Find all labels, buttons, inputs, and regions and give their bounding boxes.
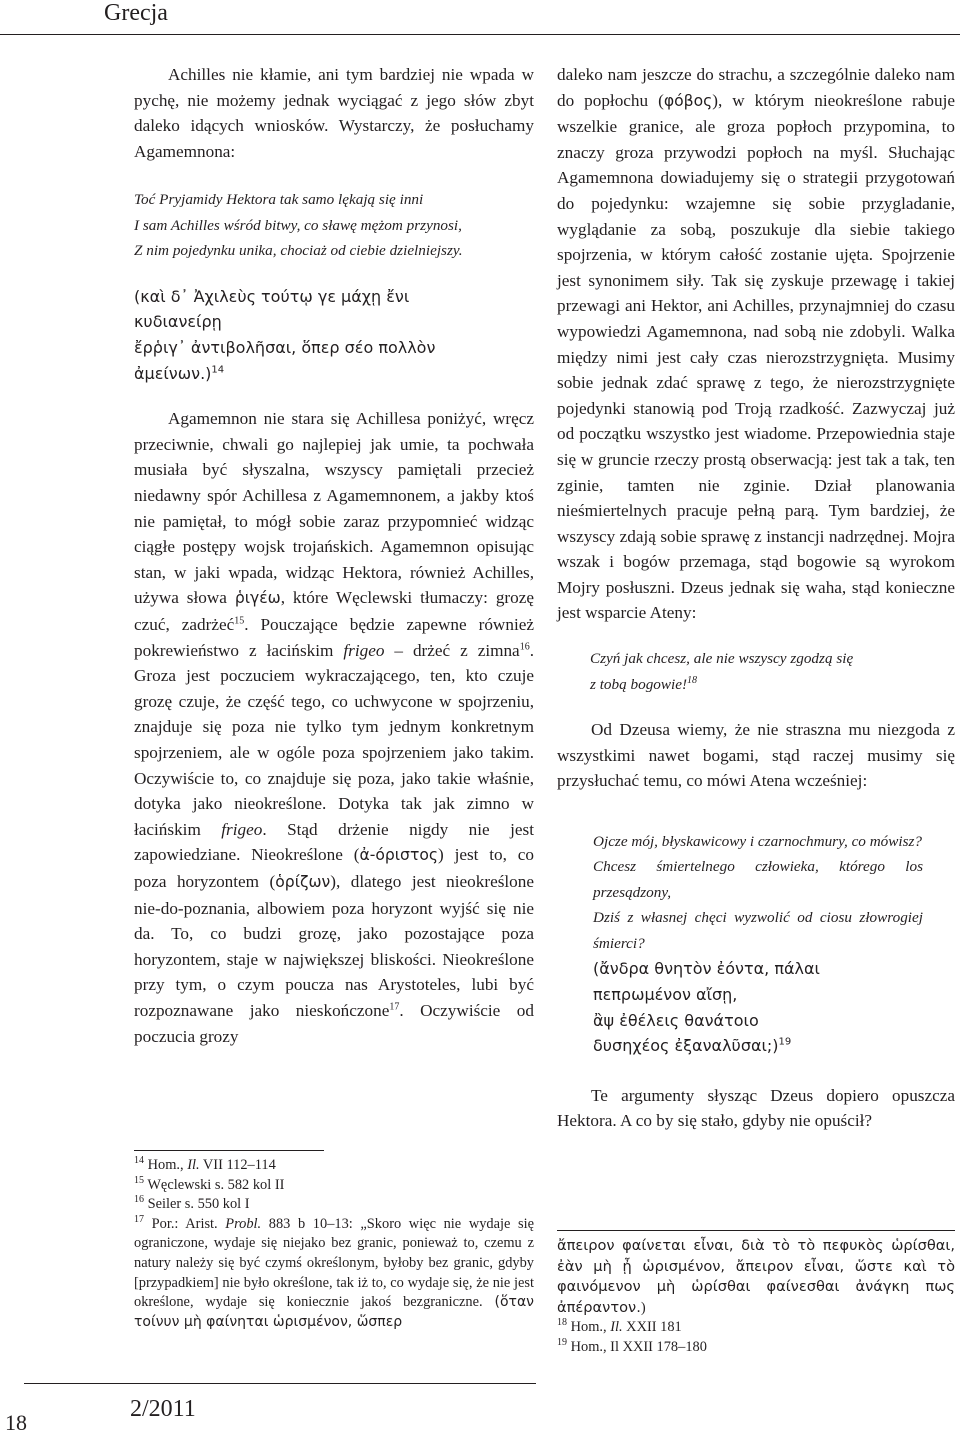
greek-word-phobos: φόβος — [663, 91, 713, 110]
footnote-16: $^{16}$ Seiler s. 550 kol I — [134, 1194, 250, 1213]
right-footnotes — [557, 1236, 955, 1358]
latin-word: frigeo — [221, 819, 263, 839]
athena-quote-polish-2 — [557, 829, 923, 957]
greek-line: δυσηχέος ἐξαναλῦσαι;)$^{19}$ — [593, 1036, 792, 1056]
right-column — [557, 62, 955, 1134]
verse-line: Z nim pojedynku unika, chociaż od ciebie dzielniejszy. — [134, 242, 463, 260]
left-footnotes — [134, 1156, 534, 1332]
footnote-14: $^{14}$ Hom., Il. VII 112–114 — [134, 1155, 276, 1173]
verse-line: z tobą bogowie!$^{18}$ — [590, 674, 698, 693]
greek-word-aoristos: ἀ-όριστος — [359, 846, 439, 865]
iliad-quote-greek — [134, 284, 494, 386]
paragraph-dzeus: Od Dzeusa wiemy, że nie straszna mu niezgoda z wszystkimi nawet bogami, stąd raczej musimy się przysłuchać temu, co mówi Atena wcześniej: — [557, 720, 955, 791]
greek-line: πεπρωμένον αἴσῃ, — [593, 984, 738, 1004]
footnote-rule — [134, 1150, 324, 1151]
paragraph-closing: Te argumenty słysząc Dzeus dopiero opuszcza Hektora. A co by się stało, gdyby nie opuścił? — [557, 1085, 955, 1131]
footnote-ref: 19 — [778, 1036, 792, 1048]
athena-quote-greek — [557, 956, 955, 1058]
greek-word-horizon: ὁρίζων — [275, 872, 331, 891]
footnote-ref: 17 — [389, 1001, 400, 1013]
iliad-quote-polish — [134, 187, 534, 264]
verse-line: Ojcze mój, błyskawicowy i czarnochmury, co mówisz? — [593, 832, 923, 850]
footnote-ref: 14 — [211, 364, 225, 376]
footnote-ref: 18 — [687, 674, 698, 686]
header-rule — [0, 34, 960, 35]
footnote-ref: 16 — [519, 640, 530, 652]
paragraph-agamemnon: Agamemnon nie stara się Achillesa poniżyć, wręcz przeciwnie, chwali go najlepiej jak umie, ta pochwała musiała być słyszalna, wszyscy pamiętali przecież niedawny spór Achillesa z Agamemnonem, a jakby ktoś nie pamiętał, to mógł sobie zaraz przypomnieć widząc ciągłe postępy wojsk trojańskich. Agamemnon opisując stan, w jaki wpada, widząc Hektora, również Achilles, używa słowa ῥιγέω, które Węclewski tłumaczy: grozę czuć, zadrżeć$^{15}$. Pouczające będzie zapewne również pokrewieństwo z łacińskim frigeo – drżeć z zimna$^{16}$. Groza jest poczuciem wykraczającego, ten, kto czuje grozę czuje, że część tego, co uchwycone w spojrzeniu, znajduje się poza nie tylko tym jednym konkretnym spojrzeniem, ale w ogóle poza spojrzeniem jako takim. Oczywiście to, co znajduje się poza, jako takie właśnie, dotyka jako nieokreślone. Dotyka tak jak zimno w łacińskim frigeo. Stąd drżenie nigdy nie jest zapowiedziane. Nieokreślone (ἀ-όριστος) jest to, co poza horyzontem (ὁρίζων), dlatego jest nieokreślone nie-do-poznania, albowiem poza horyzont wyjść się nie da. To, co budzi grozę, jako pozostające poza horyzontem, staje w największej bliskości. Nieokreślone przy tym, o czym poucza nas Arystoteles, lubi być rozpoznawane jako nieskończone$^{17}$. Oczywiście od poczucia grozy — [134, 409, 534, 1046]
verse-line: Chcesz śmiertelnego człowieka, którego los przesądzony, — [593, 858, 923, 901]
issue-number: 2/2011 — [130, 1396, 196, 1422]
athena-quote-polish — [557, 646, 955, 697]
verse-line: Czyń jak chcesz, ale nie wszyscy zgodzą się — [590, 650, 854, 668]
greek-line: ἂψ ἐθέλεις θανάτοιο — [593, 1010, 759, 1030]
footnote-15: $^{15}$ Węclewski s. 582 kol II — [134, 1174, 285, 1193]
verse-line: Dziś z własnej chęci wyzwolić od ciosu złowrogiej śmierci? — [593, 909, 923, 952]
footnote-ref: 15 — [234, 615, 245, 627]
greek-line: (ἄνδρα θνητὸν ἐόντα, πάλαι — [593, 959, 820, 979]
page-number: 18 — [5, 1410, 27, 1435]
footnote-17-continued: ἄπειρον φαίνεται εἶναι, διὰ τὸ τὸ πεφυκὸς ὡρίσθαι, ἐὰν μὴ ᾖ ὡρισμένον, ἄπειρον εἶναι, ὥστε καὶ τὸ φαινόμενον μὴ ὡρίσθαι φαίνεσθαι ἀνάγκη πως ἀπέραντον.) — [557, 1237, 955, 1316]
latin-word: frigeo — [343, 640, 385, 660]
left-column — [134, 62, 534, 1049]
verse-line: I sam Achilles wśród bitwy, co sławę mężom przynosi, — [134, 216, 462, 234]
running-header: Grecja — [104, 0, 168, 26]
footnote-19: $^{19}$ Hom., Il XXII 178–180 — [557, 1337, 707, 1355]
greek-line: ἔρῥιγ᾽ ἀντιβολῆσαι, ὅπερ σέο πολλὸν ἀμείνων.)$^{14}$ — [134, 338, 436, 383]
verse-line: Toć Pryjamidy Hektora tak samo lękają się inni — [134, 191, 424, 209]
greek-word-rhigeo: ῥιγέω — [234, 589, 281, 608]
greek-line: (καὶ δ᾽ Ἀχιλεὺς τούτῳ γε μάχῃ ἔνι κυδιανείρῃ — [134, 286, 410, 332]
footnote-rule — [557, 1230, 955, 1231]
footer-rule — [24, 1383, 536, 1384]
paragraph-continued: daleko nam jeszcze do strachu, a szczególnie daleko nam do popłochu (φόβος), w którym nieokreślone rabuje wszelkie granice, ale groza popłoch przypomina, to znaczy groza przywodzi popłoch na myśl. Słuchając Agamemnona dowiadujemy się o strategii przygotowań do pojedynku: wzajemne się sobie przygladanie, wyglądanie za sobą, poszukuje dla siebie takiego spojrzenia, w którym całość zostanie ujęta. Spojrzenie jest synonimem siły. Tak się zyskuje przewagę i takiej przewagi ani Hektor, ani Achilles, przynajmniej do czasu wypowiedzi Agamemnona, nad sobą nie zdobyli. Walka między nimi jest cały czas nierozstrzygnięta. Musimy sobie jednak zdać sprawę z tego, że nierozstrzygnięte pojedynki stanowią pod Troją rzadkość. Zazwyczaj już od początku wszystko jest wiadome. Przepowiednia staje się w gruncie rzeczy prostą obserwacją: jest tak a tak, ten zginie, tamten nie zginie. Dział planowania nieśmiertelnych pracuje pełną parą. Tym bardziej, że wszyscy zdają sobie sprawę z instancji nadrzędnej. Mojra wszak i bogów przemaga, stąd bogowie są wyrokom Mojry posłuszni. Dzeus jednak się waha, stąd konieczne jest wsparcie Ateny: — [557, 65, 955, 623]
footnote-18: $^{18}$ Hom., Il. XXII 181 — [557, 1317, 682, 1336]
footnote-17: $^{17}$ Por.: Arist. Probl. 883 b 10–13: „Skoro więc nie wydaje się ograniczone, wydaje się niejako bez granic, ponieważ to, czemu z natury należy się być czymś określonym, byłoby bez granic, gdyby [przypadkiem] nie było określone, tak iż to, co wydaje się, że nie jest określone, wydaje się koniecznie jakoś bezgraniczne. (ὅταν τοίνυν μὴ φαίνηται ὡρισμένον, ὥσπερ — [134, 1213, 534, 1330]
paragraph-intro: Achilles nie kłamie, ani tym bardziej nie wpada w pychę, nie możemy jednak wyciągać z jego słów zbyt daleko idących wniosków. Wystarczy, że posłuchamy Agamemnona: — [134, 65, 534, 161]
